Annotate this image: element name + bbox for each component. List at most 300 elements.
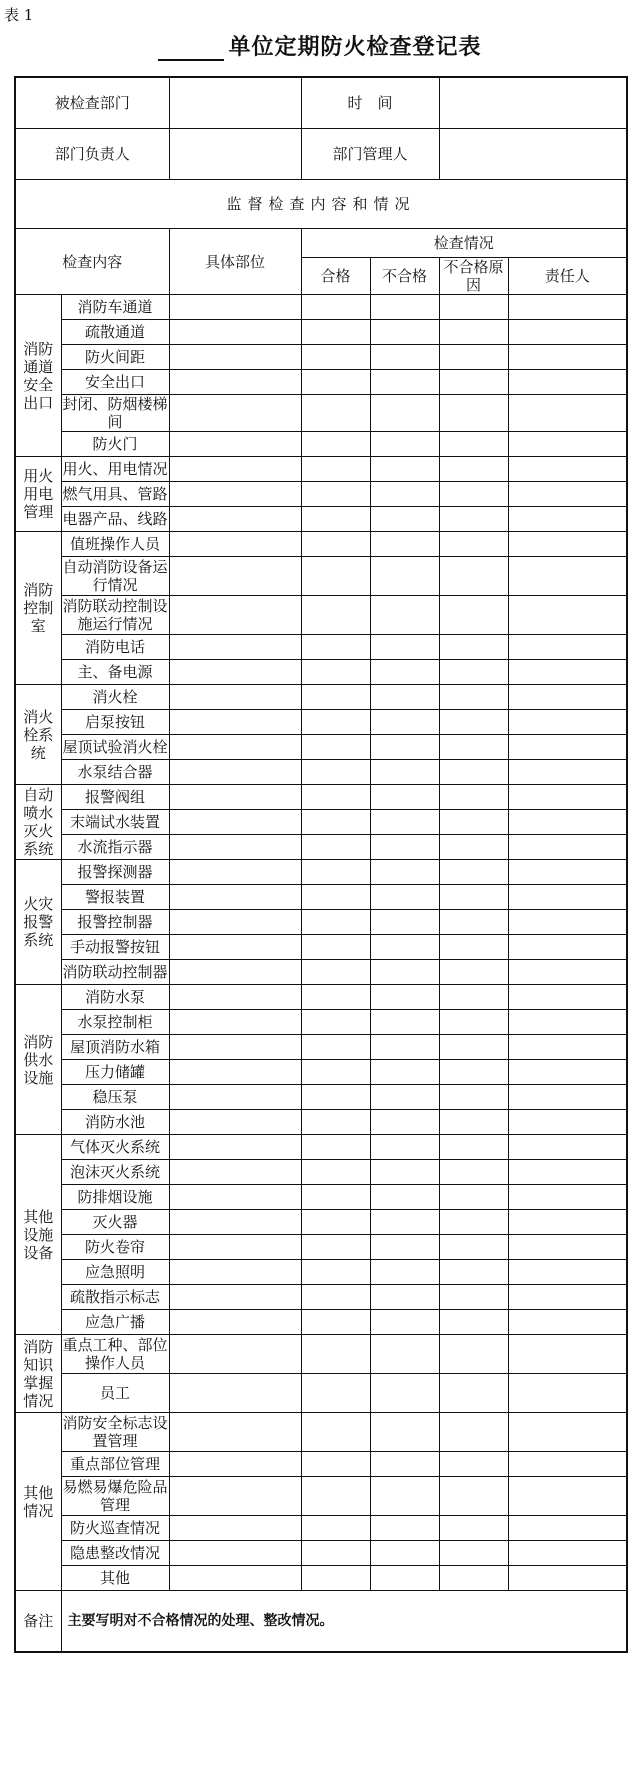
location-cell[interactable] — [169, 482, 301, 507]
location-cell[interactable] — [169, 1374, 301, 1413]
pass-cell[interactable] — [301, 835, 370, 860]
location-cell[interactable] — [169, 760, 301, 785]
item-label: 启泵按钮 — [61, 710, 169, 735]
reason-cell[interactable] — [439, 710, 508, 735]
fail-cell[interactable] — [370, 810, 439, 835]
fail-cell[interactable] — [370, 685, 439, 710]
person-cell[interactable] — [508, 985, 627, 1010]
person-cell[interactable] — [508, 1285, 627, 1310]
location-cell[interactable] — [169, 1135, 301, 1160]
location-cell[interactable] — [169, 1452, 301, 1477]
location-cell[interactable] — [169, 1335, 301, 1374]
item-label: 员工 — [61, 1374, 169, 1413]
location-cell[interactable] — [169, 785, 301, 810]
fail-cell[interactable] — [370, 1060, 439, 1085]
pass-cell[interactable] — [301, 810, 370, 835]
fail-cell[interactable] — [370, 985, 439, 1010]
location-cell[interactable] — [169, 457, 301, 482]
fail-cell[interactable] — [370, 1516, 439, 1541]
person-cell[interactable] — [508, 885, 627, 910]
location-cell[interactable] — [169, 735, 301, 760]
fail-cell[interactable] — [370, 910, 439, 935]
person-cell[interactable] — [508, 1541, 627, 1566]
person-cell[interactable] — [508, 295, 627, 320]
pass-cell[interactable] — [301, 760, 370, 785]
reason-cell[interactable] — [439, 395, 508, 432]
person-cell[interactable] — [508, 735, 627, 760]
person-cell[interactable] — [508, 1516, 627, 1541]
pass-cell[interactable] — [301, 395, 370, 432]
pass-cell[interactable] — [301, 596, 370, 635]
reason-cell[interactable] — [439, 507, 508, 532]
fail-cell[interactable] — [370, 507, 439, 532]
fail-cell[interactable] — [370, 660, 439, 685]
pass-cell[interactable] — [301, 935, 370, 960]
reason-cell[interactable] — [439, 1135, 508, 1160]
location-cell[interactable] — [169, 1310, 301, 1335]
person-cell[interactable] — [508, 596, 627, 635]
fail-cell[interactable] — [370, 1235, 439, 1260]
location-cell[interactable] — [169, 885, 301, 910]
reason-cell[interactable] — [439, 1374, 508, 1413]
reason-cell[interactable] — [439, 835, 508, 860]
person-cell[interactable] — [508, 860, 627, 885]
person-cell[interactable] — [508, 635, 627, 660]
location-cell[interactable] — [169, 1210, 301, 1235]
pass-cell[interactable] — [301, 1516, 370, 1541]
person-cell[interactable] — [508, 710, 627, 735]
person-cell[interactable] — [508, 1477, 627, 1516]
person-cell[interactable] — [508, 1185, 627, 1210]
item-label: 防排烟设施 — [61, 1185, 169, 1210]
reason-cell[interactable] — [439, 1235, 508, 1260]
location-cell[interactable] — [169, 1477, 301, 1516]
dept-label: 被检查部门 — [15, 77, 169, 129]
unit-name-blank[interactable] — [158, 37, 224, 61]
location-cell[interactable] — [169, 660, 301, 685]
fail-cell[interactable] — [370, 1310, 439, 1335]
reason-cell[interactable] — [439, 482, 508, 507]
table-row — [15, 596, 627, 635]
location-cell[interactable] — [169, 910, 301, 935]
pass-cell[interactable] — [301, 320, 370, 345]
item-label: 警报装置 — [61, 885, 169, 910]
reason-cell[interactable] — [439, 885, 508, 910]
category-label: 其他设施设备 — [15, 1135, 61, 1335]
table-row — [15, 320, 627, 345]
pass-cell[interactable] — [301, 660, 370, 685]
location-cell[interactable] — [169, 1185, 301, 1210]
table-row — [15, 1335, 627, 1374]
fail-cell[interactable] — [370, 760, 439, 785]
reason-cell[interactable] — [439, 532, 508, 557]
dept-manager-value[interactable] — [439, 129, 627, 180]
person-cell[interactable] — [508, 1085, 627, 1110]
location-cell[interactable] — [169, 1035, 301, 1060]
location-cell[interactable] — [169, 1566, 301, 1591]
pass-cell[interactable] — [301, 432, 370, 457]
item-label: 消防水池 — [61, 1110, 169, 1135]
person-cell[interactable] — [508, 1310, 627, 1335]
reason-cell[interactable] — [439, 660, 508, 685]
table-row — [15, 1235, 627, 1260]
fail-cell[interactable] — [370, 1185, 439, 1210]
dept-head-label: 部门负责人 — [15, 129, 169, 180]
item-label: 值班操作人员 — [61, 532, 169, 557]
person-cell[interactable] — [508, 935, 627, 960]
location-cell[interactable] — [169, 345, 301, 370]
pass-cell[interactable] — [301, 885, 370, 910]
person-cell[interactable] — [508, 760, 627, 785]
remarks-note[interactable]: 主要写明对不合格情况的处理、整改情况。 — [61, 1591, 627, 1653]
reason-cell[interactable] — [439, 685, 508, 710]
item-label: 屋顶消防水箱 — [61, 1035, 169, 1060]
reason-cell[interactable] — [439, 1477, 508, 1516]
reason-cell[interactable] — [439, 810, 508, 835]
reason-cell[interactable] — [439, 1516, 508, 1541]
fail-cell[interactable] — [370, 1452, 439, 1477]
pass-cell[interactable] — [301, 1285, 370, 1310]
location-cell[interactable] — [169, 1541, 301, 1566]
pass-cell[interactable] — [301, 1110, 370, 1135]
fail-cell[interactable] — [370, 785, 439, 810]
person-cell[interactable] — [508, 345, 627, 370]
fail-cell[interactable] — [370, 345, 439, 370]
pass-cell[interactable] — [301, 295, 370, 320]
person-cell[interactable] — [508, 1060, 627, 1085]
person-cell[interactable] — [508, 482, 627, 507]
reason-cell[interactable] — [439, 1285, 508, 1310]
item-label: 易燃易爆危险品管理 — [62, 1478, 168, 1514]
reason-cell[interactable] — [439, 1335, 508, 1374]
location-cell[interactable] — [169, 1516, 301, 1541]
location-cell[interactable] — [169, 370, 301, 395]
pass-cell[interactable] — [301, 685, 370, 710]
location-cell[interactable] — [169, 1010, 301, 1035]
fail-cell[interactable] — [370, 295, 439, 320]
location-cell[interactable] — [169, 1413, 301, 1452]
pass-cell[interactable] — [301, 1335, 370, 1374]
location-cell[interactable] — [169, 557, 301, 596]
remarks-label: 备注 — [15, 1591, 61, 1653]
reason-cell[interactable] — [439, 1413, 508, 1452]
fail-cell[interactable] — [370, 1260, 439, 1285]
pass-cell[interactable] — [301, 1477, 370, 1516]
fail-cell[interactable] — [370, 532, 439, 557]
reason-cell[interactable] — [439, 860, 508, 885]
fail-cell[interactable] — [370, 635, 439, 660]
location-cell[interactable] — [169, 860, 301, 885]
fail-cell[interactable] — [370, 395, 439, 432]
table-row — [15, 1566, 627, 1591]
location-cell[interactable] — [169, 295, 301, 320]
table-row — [15, 395, 627, 432]
person-cell[interactable] — [508, 1235, 627, 1260]
person-cell[interactable] — [508, 395, 627, 432]
person-cell[interactable] — [508, 1010, 627, 1035]
pass-cell[interactable] — [301, 1160, 370, 1185]
person-cell[interactable] — [508, 1335, 627, 1374]
pass-cell[interactable] — [301, 735, 370, 760]
pass-cell[interactable] — [301, 910, 370, 935]
reason-cell[interactable] — [439, 295, 508, 320]
location-cell[interactable] — [169, 635, 301, 660]
fail-cell[interactable] — [370, 710, 439, 735]
item-label: 隐患整改情况 — [61, 1541, 169, 1566]
pass-cell[interactable] — [301, 507, 370, 532]
fail-cell[interactable] — [370, 1160, 439, 1185]
reason-cell[interactable] — [439, 1035, 508, 1060]
fail-cell[interactable] — [370, 1010, 439, 1035]
item-label: 稳压泵 — [61, 1085, 169, 1110]
pass-cell[interactable] — [301, 1566, 370, 1591]
location-cell[interactable] — [169, 960, 301, 985]
reason-cell[interactable] — [439, 596, 508, 635]
location-cell[interactable] — [169, 1235, 301, 1260]
location-cell[interactable] — [169, 810, 301, 835]
reason-cell[interactable] — [439, 1185, 508, 1210]
reason-cell[interactable] — [439, 1110, 508, 1135]
pass-cell[interactable] — [301, 960, 370, 985]
fail-cell[interactable] — [370, 1285, 439, 1310]
person-cell[interactable] — [508, 370, 627, 395]
pass-cell[interactable] — [301, 1010, 370, 1035]
table-row — [15, 735, 627, 760]
location-cell[interactable] — [169, 835, 301, 860]
item-label: 防火门 — [61, 432, 169, 457]
fail-cell[interactable] — [370, 596, 439, 635]
fail-cell[interactable] — [370, 1477, 439, 1516]
reason-cell[interactable] — [439, 935, 508, 960]
reason-cell[interactable] — [439, 457, 508, 482]
pass-cell[interactable] — [301, 482, 370, 507]
item-label: 消防车通道 — [61, 295, 169, 320]
location-cell[interactable] — [169, 596, 301, 635]
pass-cell[interactable] — [301, 1085, 370, 1110]
col-header-status: 检查情况 — [301, 229, 627, 258]
person-cell[interactable] — [508, 1160, 627, 1185]
pass-cell[interactable] — [301, 1135, 370, 1160]
pass-cell[interactable] — [301, 345, 370, 370]
reason-cell[interactable] — [439, 1010, 508, 1035]
fail-cell[interactable] — [370, 320, 439, 345]
pass-cell[interactable] — [301, 1541, 370, 1566]
item-label: 水泵结合器 — [61, 760, 169, 785]
person-cell[interactable] — [508, 507, 627, 532]
person-cell[interactable] — [508, 1413, 627, 1452]
reason-cell[interactable] — [439, 910, 508, 935]
fail-cell[interactable] — [370, 1566, 439, 1591]
person-cell[interactable] — [508, 1135, 627, 1160]
location-cell[interactable] — [169, 1060, 301, 1085]
person-cell[interactable] — [508, 1374, 627, 1413]
item-label: 消防联动控制器 — [61, 960, 169, 985]
table-row — [15, 660, 627, 685]
fail-cell[interactable] — [370, 1110, 439, 1135]
person-cell[interactable] — [508, 1210, 627, 1235]
reason-cell[interactable] — [439, 985, 508, 1010]
person-cell[interactable] — [508, 1260, 627, 1285]
person-cell[interactable] — [508, 910, 627, 935]
reason-cell[interactable] — [439, 635, 508, 660]
fail-cell[interactable] — [370, 1413, 439, 1452]
fail-cell[interactable] — [370, 457, 439, 482]
location-cell[interactable] — [169, 685, 301, 710]
location-cell[interactable] — [169, 1085, 301, 1110]
pass-cell[interactable] — [301, 1452, 370, 1477]
reason-cell[interactable] — [439, 760, 508, 785]
table-row — [15, 860, 627, 885]
location-cell[interactable] — [169, 432, 301, 457]
item-label: 疏散指示标志 — [61, 1285, 169, 1310]
pass-cell[interactable] — [301, 1260, 370, 1285]
reason-cell[interactable] — [439, 1452, 508, 1477]
fail-cell[interactable] — [370, 1035, 439, 1060]
category-label: 其他情况 — [15, 1413, 61, 1591]
person-cell[interactable] — [508, 432, 627, 457]
person-cell[interactable] — [508, 835, 627, 860]
pass-cell[interactable] — [301, 532, 370, 557]
fail-cell[interactable] — [370, 482, 439, 507]
person-cell[interactable] — [508, 557, 627, 596]
location-cell[interactable] — [169, 710, 301, 735]
table-row — [15, 432, 627, 457]
fail-cell[interactable] — [370, 1541, 439, 1566]
reason-cell[interactable] — [439, 1085, 508, 1110]
reason-cell[interactable] — [439, 735, 508, 760]
table-row — [15, 710, 627, 735]
person-cell[interactable] — [508, 1035, 627, 1060]
person-cell[interactable] — [508, 1566, 627, 1591]
fail-cell[interactable] — [370, 1374, 439, 1413]
pass-cell[interactable] — [301, 457, 370, 482]
item-label: 防火间距 — [61, 345, 169, 370]
pass-cell[interactable] — [301, 557, 370, 596]
category-label: 火灾报警系统 — [15, 860, 61, 985]
fail-cell[interactable] — [370, 735, 439, 760]
fail-cell[interactable] — [370, 960, 439, 985]
location-cell[interactable] — [169, 985, 301, 1010]
reason-cell[interactable] — [439, 960, 508, 985]
table-row — [15, 1477, 627, 1516]
table-row — [15, 1060, 627, 1085]
location-cell[interactable] — [169, 395, 301, 432]
fail-cell[interactable] — [370, 370, 439, 395]
table-row — [15, 457, 627, 482]
reason-cell[interactable] — [439, 1541, 508, 1566]
time-value[interactable] — [439, 77, 627, 129]
table-row — [15, 1452, 627, 1477]
reason-cell[interactable] — [439, 432, 508, 457]
table-row — [15, 1285, 627, 1310]
category-label: 自动喷水灭火系统 — [15, 785, 61, 860]
item-label: 手动报警按钮 — [61, 935, 169, 960]
table-row — [15, 960, 627, 985]
reason-cell[interactable] — [439, 785, 508, 810]
location-cell[interactable] — [169, 532, 301, 557]
pass-cell[interactable] — [301, 370, 370, 395]
person-cell[interactable] — [508, 1452, 627, 1477]
reason-cell[interactable] — [439, 1260, 508, 1285]
fail-cell[interactable] — [370, 432, 439, 457]
location-cell[interactable] — [169, 507, 301, 532]
pass-cell[interactable] — [301, 860, 370, 885]
item-label: 防火巡查情况 — [61, 1516, 169, 1541]
table-number: 表 1 — [4, 6, 34, 24]
person-cell[interactable] — [508, 532, 627, 557]
reason-cell[interactable] — [439, 320, 508, 345]
fail-cell[interactable] — [370, 1210, 439, 1235]
fail-cell[interactable] — [370, 1135, 439, 1160]
pass-cell[interactable] — [301, 785, 370, 810]
location-cell[interactable] — [169, 1110, 301, 1135]
pass-cell[interactable] — [301, 635, 370, 660]
location-cell[interactable] — [169, 320, 301, 345]
pass-cell[interactable] — [301, 1413, 370, 1452]
table-row — [15, 345, 627, 370]
item-label: 自动消防设备运行情况 — [62, 558, 168, 594]
pass-cell[interactable] — [301, 1310, 370, 1335]
pass-cell[interactable] — [301, 1060, 370, 1085]
location-cell[interactable] — [169, 1285, 301, 1310]
person-cell[interactable] — [508, 810, 627, 835]
reason-cell[interactable] — [439, 1566, 508, 1591]
person-cell[interactable] — [508, 685, 627, 710]
table-row — [15, 1310, 627, 1335]
location-cell[interactable] — [169, 935, 301, 960]
person-cell[interactable] — [508, 785, 627, 810]
reason-cell[interactable] — [439, 557, 508, 596]
table-row — [15, 557, 627, 596]
pass-cell[interactable] — [301, 1374, 370, 1413]
item-label: 水泵控制柜 — [61, 1010, 169, 1035]
table-row — [15, 985, 627, 1010]
table-row — [15, 635, 627, 660]
table-row — [15, 507, 627, 532]
fail-cell[interactable] — [370, 935, 439, 960]
fail-cell[interactable] — [370, 835, 439, 860]
person-cell[interactable] — [508, 960, 627, 985]
fail-cell[interactable] — [370, 860, 439, 885]
reason-cell[interactable] — [439, 1310, 508, 1335]
dept-value[interactable] — [169, 77, 301, 129]
fail-cell[interactable] — [370, 885, 439, 910]
pass-cell[interactable] — [301, 710, 370, 735]
pass-cell[interactable] — [301, 985, 370, 1010]
location-cell[interactable] — [169, 1260, 301, 1285]
person-cell[interactable] — [508, 320, 627, 345]
col-header-fail: 不合格 — [370, 258, 439, 295]
fail-cell[interactable] — [370, 1085, 439, 1110]
fail-cell[interactable] — [370, 557, 439, 596]
reason-cell[interactable] — [439, 370, 508, 395]
pass-cell[interactable] — [301, 1210, 370, 1235]
fail-cell[interactable] — [370, 1335, 439, 1374]
person-cell[interactable] — [508, 660, 627, 685]
pass-cell[interactable] — [301, 1185, 370, 1210]
pass-cell[interactable] — [301, 1035, 370, 1060]
person-cell[interactable] — [508, 1110, 627, 1135]
dept-head-value[interactable] — [169, 129, 301, 180]
item-label: 泡沫灭火系统 — [61, 1160, 169, 1185]
person-cell[interactable] — [508, 457, 627, 482]
location-cell[interactable] — [169, 1160, 301, 1185]
reason-cell[interactable] — [439, 1160, 508, 1185]
reason-cell[interactable] — [439, 345, 508, 370]
pass-cell[interactable] — [301, 1235, 370, 1260]
reason-cell[interactable] — [439, 1060, 508, 1085]
reason-cell[interactable] — [439, 1210, 508, 1235]
